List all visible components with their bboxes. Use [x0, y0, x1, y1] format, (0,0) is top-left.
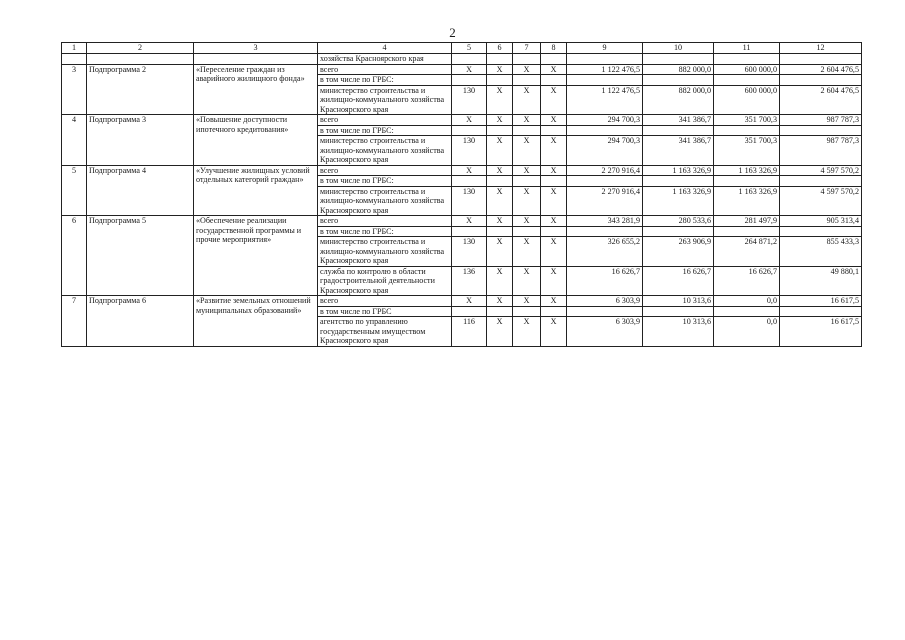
amount-year-1 [567, 306, 643, 317]
expense-type-code [541, 176, 567, 187]
amount-year-1: 2 270 916,4 [567, 165, 643, 176]
expense-type-code: X [541, 186, 567, 216]
grbs-code [452, 125, 487, 136]
subsection-code [513, 176, 541, 187]
section-code: X [487, 186, 513, 216]
col-header-7: 7 [513, 43, 541, 54]
subprogram-title: «Повышение доступности ипотечного кредитования» [194, 115, 318, 166]
continuation-row [62, 54, 862, 65]
amount-year-1: 1 122 476,5 [567, 85, 643, 115]
amount-year-3 [714, 176, 780, 187]
col-header-3: 3 [194, 43, 318, 54]
amount-year-2: 10 313,6 [643, 296, 714, 307]
amount-year-3: 281 497,9 [714, 216, 780, 227]
amount-total: 855 433,3 [780, 237, 862, 267]
continuation-cell [780, 54, 862, 65]
amount-year-1: 6 303,9 [567, 317, 643, 347]
subprogram-title: «Улучшение жилищных условий отдельных категорий граждан» [194, 165, 318, 216]
amount-year-2 [643, 176, 714, 187]
amount-year-2 [643, 306, 714, 317]
grbs-code [452, 176, 487, 187]
responsible-executor: служба по контролю в области градостроительной деятельности Красноярского края [318, 266, 452, 296]
grbs-code: X [452, 165, 487, 176]
expense-type-code: X [541, 296, 567, 307]
responsible-executor: агентство по управлению государственным имуществом Красноярского края [318, 317, 452, 347]
responsible-executor: в том числе по ГРБС: [318, 75, 452, 86]
amount-year-1: 16 626,7 [567, 266, 643, 296]
section-code: X [487, 64, 513, 75]
responsible-executor: всего [318, 165, 452, 176]
grbs-code: X [452, 64, 487, 75]
responsible-executor: министерство строительства и жилищно-коммунального хозяйства Красноярского края [318, 186, 452, 216]
amount-year-3: 1 163 326,9 [714, 186, 780, 216]
section-code: X [487, 216, 513, 227]
expense-type-code [541, 226, 567, 237]
amount-year-1: 294 700,3 [567, 115, 643, 126]
amount-year-3 [714, 75, 780, 86]
responsible-executor: министерство строительства и жилищно-коммунального хозяйства Красноярского края [318, 136, 452, 166]
amount-year-2: 10 313,6 [643, 317, 714, 347]
amount-total: 49 880,1 [780, 266, 862, 296]
table-header [62, 43, 862, 54]
responsible-executor: всего [318, 64, 452, 75]
subsection-code [513, 75, 541, 86]
expense-type-code: X [541, 115, 567, 126]
subsection-code: X [513, 115, 541, 126]
col-header-1: 1 [62, 43, 87, 54]
amount-year-3 [714, 306, 780, 317]
responsible-executor: министерство строительства и жилищно-коммунального хозяйства Красноярского края [318, 85, 452, 115]
subsection-code: X [513, 237, 541, 267]
subprogram-name: Подпрограмма 4 [87, 165, 194, 216]
subprogram-title: «Развитие земельных отношений муниципальных образований» [194, 296, 318, 347]
continuation-responsible: хозяйства Красноярского края [318, 54, 452, 65]
amount-year-3: 1 163 326,9 [714, 165, 780, 176]
section-code: X [487, 296, 513, 307]
row-number: 6 [62, 216, 87, 296]
amount-year-1 [567, 75, 643, 86]
amount-year-3: 351 700,3 [714, 115, 780, 126]
col-header-4: 4 [318, 43, 452, 54]
subsection-code: X [513, 136, 541, 166]
amount-total: 2 604 476,5 [780, 85, 862, 115]
amount-year-2: 263 906,9 [643, 237, 714, 267]
subsection-code: X [513, 186, 541, 216]
column-numbers-row [62, 43, 862, 54]
amount-year-1 [567, 226, 643, 237]
col-header-11: 11 [714, 43, 780, 54]
section-code [487, 306, 513, 317]
expense-type-code [541, 75, 567, 86]
amount-year-3 [714, 226, 780, 237]
amount-year-1 [567, 176, 643, 187]
grbs-code: 130 [452, 136, 487, 166]
grbs-code: 136 [452, 266, 487, 296]
table-row [62, 165, 862, 176]
amount-total [780, 176, 862, 187]
amount-year-2 [643, 75, 714, 86]
continuation-cell [643, 54, 714, 65]
section-code [487, 125, 513, 136]
section-code: X [487, 115, 513, 126]
row-number: 3 [62, 64, 87, 115]
grbs-code [452, 226, 487, 237]
row-number: 7 [62, 296, 87, 347]
amount-year-2: 280 533,6 [643, 216, 714, 227]
grbs-code: 116 [452, 317, 487, 347]
responsible-executor: всего [318, 296, 452, 307]
subsection-code: X [513, 165, 541, 176]
amount-total: 16 617,5 [780, 296, 862, 307]
continuation-cell [541, 54, 567, 65]
amount-year-3: 264 871,2 [714, 237, 780, 267]
grbs-code: 130 [452, 237, 487, 267]
expense-type-code: X [541, 266, 567, 296]
continuation-cell [513, 54, 541, 65]
amount-year-2: 16 626,7 [643, 266, 714, 296]
subprogram-name: Подпрограмма 2 [87, 64, 194, 115]
row-number: 5 [62, 165, 87, 216]
amount-year-3: 0,0 [714, 317, 780, 347]
responsible-executor: всего [318, 216, 452, 227]
subsection-code [513, 125, 541, 136]
table-row [62, 115, 862, 126]
col-header-10: 10 [643, 43, 714, 54]
subprogram-name: Подпрограмма 3 [87, 115, 194, 166]
amount-year-2: 882 000,0 [643, 64, 714, 75]
subsection-code: X [513, 266, 541, 296]
continuation-cell [567, 54, 643, 65]
section-code: X [487, 136, 513, 166]
expense-type-code: X [541, 64, 567, 75]
expense-type-code: X [541, 237, 567, 267]
amount-year-1: 2 270 916,4 [567, 186, 643, 216]
subprogram-name: Подпрограмма 5 [87, 216, 194, 296]
subsection-code: X [513, 317, 541, 347]
page-number: 2 [449, 25, 456, 40]
amount-year-1: 1 122 476,5 [567, 64, 643, 75]
subprogram-title: «Переселение граждан из аварийного жилищного фонда» [194, 64, 318, 115]
section-code: X [487, 317, 513, 347]
responsible-executor: в том числе по ГРБС: [318, 226, 452, 237]
amount-year-3: 0,0 [714, 296, 780, 307]
continuation-cell [194, 54, 318, 65]
continuation-cell [487, 54, 513, 65]
amount-total: 905 313,4 [780, 216, 862, 227]
amount-year-1: 343 281,9 [567, 216, 643, 227]
amount-total [780, 125, 862, 136]
amount-year-1: 326 655,2 [567, 237, 643, 267]
amount-total [780, 226, 862, 237]
subprogram-title: «Обеспечение реализации государственной программы и прочие мероприятия» [194, 216, 318, 296]
subsection-code: X [513, 296, 541, 307]
table-row [62, 216, 862, 227]
subsection-code: X [513, 64, 541, 75]
amount-total: 4 597 570,2 [780, 165, 862, 176]
amount-year-2: 882 000,0 [643, 85, 714, 115]
expense-type-code [541, 306, 567, 317]
amount-year-3: 16 626,7 [714, 266, 780, 296]
amount-year-2: 341 386,7 [643, 115, 714, 126]
responsible-executor: в том числе по ГРБС [318, 306, 452, 317]
amount-year-2: 1 163 326,9 [643, 186, 714, 216]
col-header-2: 2 [87, 43, 194, 54]
col-header-12: 12 [780, 43, 862, 54]
amount-total: 4 597 570,2 [780, 186, 862, 216]
expense-type-code: X [541, 216, 567, 227]
subsection-code [513, 226, 541, 237]
section-code [487, 226, 513, 237]
grbs-code: 130 [452, 85, 487, 115]
table-body [62, 54, 862, 347]
section-code [487, 176, 513, 187]
grbs-code: X [452, 115, 487, 126]
amount-year-1: 6 303,9 [567, 296, 643, 307]
section-code: X [487, 165, 513, 176]
grbs-code: 130 [452, 186, 487, 216]
section-code: X [487, 266, 513, 296]
subprogram-name: Подпрограмма 6 [87, 296, 194, 347]
expense-type-code: X [541, 85, 567, 115]
amount-year-1: 294 700,3 [567, 136, 643, 166]
expense-type-code: X [541, 317, 567, 347]
expense-type-code: X [541, 165, 567, 176]
section-code: X [487, 85, 513, 115]
continuation-cell [714, 54, 780, 65]
responsible-executor: министерство строительства и жилищно-коммунального хозяйства Красноярского края [318, 237, 452, 267]
amount-year-2 [643, 125, 714, 136]
col-header-8: 8 [541, 43, 567, 54]
subsection-code: X [513, 216, 541, 227]
responsible-executor: всего [318, 115, 452, 126]
table-row [62, 296, 862, 307]
subsection-code [513, 306, 541, 317]
grbs-code: X [452, 296, 487, 307]
section-code: X [487, 237, 513, 267]
continuation-cell [452, 54, 487, 65]
grbs-code [452, 306, 487, 317]
amount-year-2: 341 386,7 [643, 136, 714, 166]
amount-total: 987 787,3 [780, 115, 862, 126]
amount-year-3: 351 700,3 [714, 136, 780, 166]
expense-type-code: X [541, 136, 567, 166]
budget-table [61, 42, 862, 347]
amount-year-3: 600 000,0 [714, 64, 780, 75]
amount-year-3 [714, 125, 780, 136]
amount-year-2: 1 163 326,9 [643, 165, 714, 176]
table-row [62, 64, 862, 75]
responsible-executor: в том числе по ГРБС: [318, 125, 452, 136]
col-header-5: 5 [452, 43, 487, 54]
col-header-6: 6 [487, 43, 513, 54]
continuation-cell [87, 54, 194, 65]
amount-total [780, 306, 862, 317]
section-code [487, 75, 513, 86]
amount-total: 987 787,3 [780, 136, 862, 166]
row-number: 4 [62, 115, 87, 166]
responsible-executor: в том числе по ГРБС: [318, 176, 452, 187]
subsection-code: X [513, 85, 541, 115]
grbs-code [452, 75, 487, 86]
amount-total [780, 75, 862, 86]
grbs-code: X [452, 216, 487, 227]
amount-year-2 [643, 226, 714, 237]
col-header-9: 9 [567, 43, 643, 54]
amount-total: 2 604 476,5 [780, 64, 862, 75]
amount-year-3: 600 000,0 [714, 85, 780, 115]
amount-total: 16 617,5 [780, 317, 862, 347]
amount-year-1 [567, 125, 643, 136]
continuation-cell [62, 54, 87, 65]
expense-type-code [541, 125, 567, 136]
